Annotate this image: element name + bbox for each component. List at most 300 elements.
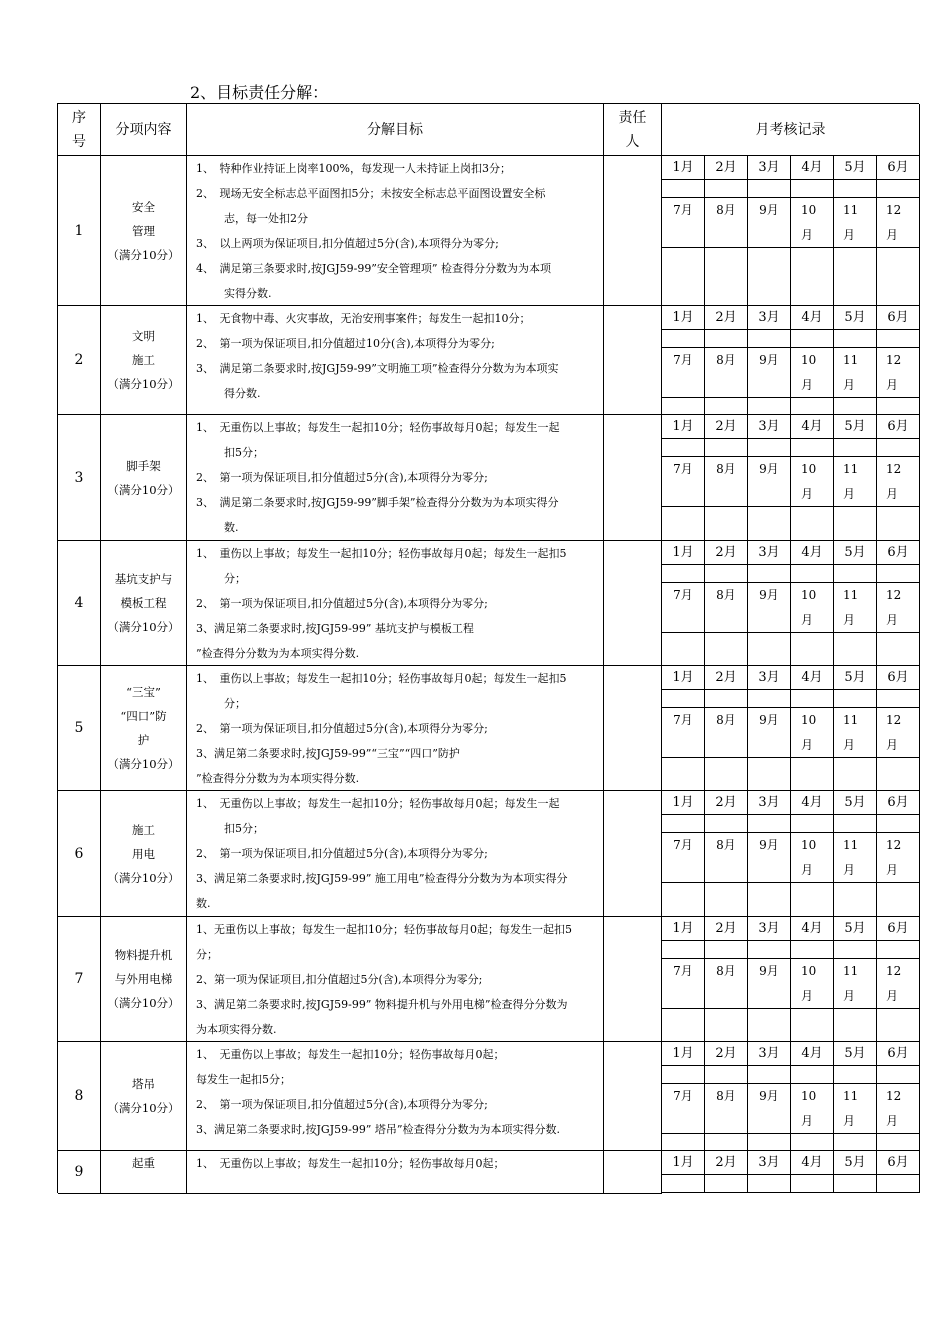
goal-line: ”检查得分分数为为本项实得分数.	[196, 647, 360, 660]
month-label: 6月	[887, 159, 909, 175]
month-label-cell	[877, 1151, 920, 1175]
score-cell	[877, 690, 920, 708]
score-cell	[877, 565, 920, 583]
month-label-number: 11	[843, 713, 859, 727]
month-label-number: 10	[801, 964, 817, 978]
goal-line: 2、 第一项为保证项目,扣分值超过5分(含),本项得分为零分;	[196, 471, 488, 484]
item-content	[101, 791, 187, 917]
month-label: 8月	[716, 203, 736, 217]
month-label-unit: 月	[843, 487, 856, 501]
month-label-cell	[791, 1151, 834, 1175]
month-label-unit: 月	[886, 1114, 899, 1128]
goal-line: 扣5分；	[224, 446, 264, 459]
score-cell	[834, 507, 877, 541]
score-cell	[705, 248, 748, 306]
score-cell	[705, 633, 748, 666]
month-label-cell	[877, 959, 920, 1009]
month-label-cell	[834, 583, 877, 633]
month-label: 9月	[759, 713, 779, 727]
month-label-number: 11	[843, 353, 859, 367]
month-label-cell	[748, 1042, 791, 1066]
responsible-person	[604, 306, 662, 415]
month-label-cell	[705, 1151, 748, 1175]
month-label-unit: 月	[801, 738, 814, 752]
month-label-cell	[705, 348, 748, 398]
month-label: 4月	[801, 1045, 823, 1061]
score-cell	[834, 941, 877, 959]
score-cell	[705, 883, 748, 917]
month-label-number: 11	[843, 462, 859, 476]
goal-line: 1、 重伤以上事故；每发生一起扣10分；轻伤事故每月0起；每发生一起扣5	[196, 672, 567, 685]
month-label: 4月	[801, 418, 823, 434]
month-label: 2月	[715, 544, 737, 560]
score-cell	[705, 1009, 748, 1042]
score-cell	[662, 565, 705, 583]
month-label-cell	[877, 541, 920, 565]
goal-text	[187, 791, 604, 917]
score-cell	[791, 1134, 834, 1151]
month-label-number: 12	[886, 462, 902, 476]
month-label-cell	[748, 708, 791, 758]
month-label: 3月	[758, 159, 780, 175]
month-label: 3月	[758, 920, 780, 936]
month-label-cell	[705, 917, 748, 941]
month-label: 4月	[801, 159, 823, 175]
month-label-unit: 月	[801, 1114, 814, 1128]
score-cell	[748, 883, 791, 917]
month-label-number: 12	[886, 964, 902, 978]
month-label-cell	[662, 306, 705, 330]
score-cell	[705, 1066, 748, 1084]
responsible-person	[604, 415, 662, 541]
month-label: 2月	[715, 1154, 737, 1170]
month-label: 5月	[844, 309, 866, 325]
score-cell	[877, 883, 920, 917]
score-cell	[791, 1009, 834, 1042]
score-cell	[748, 180, 791, 198]
item-content-line: 物料提升机	[114, 948, 173, 962]
score-cell	[748, 758, 791, 791]
month-label: 2月	[715, 309, 737, 325]
row-number-value: 1	[74, 222, 84, 239]
score-cell	[877, 180, 920, 198]
header-item-label: 分项内容	[115, 121, 172, 138]
month-label: 6月	[887, 309, 909, 325]
score-cell	[748, 1175, 791, 1193]
score-cell	[662, 330, 705, 348]
month-label-unit: 月	[843, 863, 856, 877]
month-label-unit: 月	[843, 613, 856, 627]
month-label-cell	[877, 833, 920, 883]
item-content-line: （满分10分）	[107, 620, 180, 634]
month-label: 5月	[844, 1154, 866, 1170]
month-label-cell	[662, 415, 705, 439]
month-label-number: 11	[843, 838, 859, 852]
item-content-line: 安全	[131, 199, 155, 214]
month-label-unit: 月	[843, 378, 856, 392]
goal-line: 分；	[196, 948, 218, 961]
month-label: 5月	[844, 669, 866, 685]
score-cell	[877, 941, 920, 959]
goal-line: 1、 无重伤以上事故；每发生一起扣10分；轻伤事故每月0起；每发生一起	[196, 421, 560, 434]
month-label-cell	[705, 959, 748, 1009]
month-label-number: 10	[801, 353, 817, 367]
month-label-unit: 月	[801, 487, 814, 501]
month-label-cell	[834, 348, 877, 398]
month-label-cell	[705, 1084, 748, 1134]
header-person-line1: 责任	[618, 109, 647, 126]
month-label-number: 11	[843, 1089, 859, 1103]
month-label: 9月	[759, 462, 779, 476]
month-label: 4月	[801, 544, 823, 560]
month-label-cell	[877, 348, 920, 398]
score-cell	[834, 883, 877, 917]
month-label-cell	[877, 917, 920, 941]
goal-line: 3、满足第二条要求时,按JGJ59-99” 施工用电”检查得分分数为为本项实得分	[196, 872, 568, 885]
responsible-person	[604, 791, 662, 917]
month-label-cell	[705, 156, 748, 180]
responsible-person	[604, 1042, 662, 1151]
goal-line: 为本项实得分数.	[196, 1023, 277, 1036]
month-label: 6月	[887, 920, 909, 936]
row-number	[58, 791, 101, 917]
item-content-line: 用电	[131, 846, 155, 861]
month-label-cell	[791, 198, 834, 248]
score-cell	[791, 941, 834, 959]
month-label-cell	[662, 156, 705, 180]
month-label-unit: 月	[801, 989, 814, 1003]
month-label-cell	[705, 198, 748, 248]
month-label-number: 10	[801, 838, 817, 852]
month-label-cell	[662, 541, 705, 565]
month-label-cell	[705, 415, 748, 439]
month-label-cell	[705, 457, 748, 507]
score-cell	[877, 1066, 920, 1084]
score-cell	[705, 941, 748, 959]
score-cell	[834, 330, 877, 348]
month-label: 4月	[801, 1154, 823, 1170]
month-label-unit: 月	[801, 613, 814, 627]
month-label-cell	[791, 917, 834, 941]
score-cell	[705, 507, 748, 541]
score-cell	[662, 398, 705, 415]
goal-line: 得分数.	[224, 387, 261, 400]
goal-line: 1、 无重伤以上事故；每发生一起扣10分；轻伤事故每月0起；	[196, 1157, 505, 1170]
month-label: 5月	[844, 1045, 866, 1061]
goal-text	[187, 666, 604, 791]
score-cell	[705, 180, 748, 198]
month-label: 7月	[673, 713, 693, 727]
month-label: 4月	[801, 920, 823, 936]
month-label: 7月	[673, 1089, 693, 1103]
month-label-cell	[877, 791, 920, 815]
score-cell	[791, 883, 834, 917]
month-label-cell	[748, 415, 791, 439]
score-cell	[791, 398, 834, 415]
item-content-line: “三宝”	[126, 685, 161, 699]
month-label-cell	[791, 959, 834, 1009]
month-label-cell	[834, 833, 877, 883]
month-label: 8月	[716, 353, 736, 367]
month-label: 1月	[672, 1045, 694, 1061]
month-label-cell	[705, 833, 748, 883]
goal-text	[187, 306, 604, 415]
month-label: 6月	[887, 544, 909, 560]
score-cell	[791, 330, 834, 348]
month-label-cell	[748, 156, 791, 180]
row-number-value: 2	[74, 352, 84, 368]
score-cell	[791, 180, 834, 198]
item-content-line: 塔吊	[131, 1077, 155, 1091]
month-label: 8月	[716, 588, 736, 602]
month-label-cell	[791, 833, 834, 883]
score-cell	[834, 1009, 877, 1042]
score-cell	[662, 1066, 705, 1084]
month-label-unit: 月	[886, 989, 899, 1003]
month-label-cell	[662, 666, 705, 690]
score-cell	[877, 1175, 920, 1193]
month-label: 9月	[759, 203, 779, 217]
goal-line: 3、满足第二条要求时,按JGJ59-99” 基坑支护与模板工程	[196, 622, 474, 635]
score-cell	[791, 565, 834, 583]
goal-line: 2、 第一项为保证项目,扣分值超过5分(含),本项得分为零分;	[196, 597, 488, 610]
score-cell	[705, 398, 748, 415]
month-label-number: 12	[886, 713, 902, 727]
month-label: 3月	[758, 794, 780, 810]
item-content-line: 与外用电梯	[114, 972, 173, 986]
month-label-number: 10	[801, 462, 817, 476]
item-content	[101, 1151, 187, 1194]
score-cell	[834, 439, 877, 457]
month-label-cell	[705, 666, 748, 690]
score-cell	[748, 565, 791, 583]
month-label: 9月	[759, 838, 779, 852]
score-cell	[748, 507, 791, 541]
score-cell	[662, 883, 705, 917]
score-cell	[791, 248, 834, 306]
month-label-cell	[662, 833, 705, 883]
score-cell	[834, 248, 877, 306]
month-label-unit: 月	[843, 989, 856, 1003]
month-label-cell	[748, 959, 791, 1009]
month-label: 6月	[887, 794, 909, 810]
month-label-cell	[877, 415, 920, 439]
score-cell	[791, 1175, 834, 1193]
month-label-cell	[748, 666, 791, 690]
month-label-cell	[791, 1084, 834, 1134]
month-label: 9月	[759, 588, 779, 602]
month-label-number: 11	[843, 588, 859, 602]
month-label-unit: 月	[886, 613, 899, 627]
month-label: 7月	[673, 353, 693, 367]
month-label-cell	[834, 917, 877, 941]
score-cell	[662, 633, 705, 666]
month-label-unit: 月	[886, 378, 899, 392]
month-label: 7月	[673, 838, 693, 852]
header-goal-label: 分解目标	[367, 121, 423, 138]
goal-line: 2、 现场无安全标志总平面图扣5分；未按安全标志总平面图设置安全标	[196, 187, 546, 200]
score-cell	[662, 758, 705, 791]
month-label-cell	[791, 708, 834, 758]
month-label-unit: 月	[843, 1114, 856, 1128]
month-label-unit: 月	[801, 228, 814, 242]
score-cell	[834, 1066, 877, 1084]
goal-text	[187, 1151, 604, 1194]
month-label-cell	[662, 1084, 705, 1134]
goal-text	[187, 156, 604, 306]
goal-line: 4、 满足第三条要求时,按JGJ59-99”安全管理项” 检查得分分数为为本项	[196, 262, 552, 275]
item-content-line: （满分10分）	[107, 870, 180, 885]
score-cell	[705, 815, 748, 833]
month-label-cell	[662, 1151, 705, 1175]
month-label-cell	[748, 833, 791, 883]
month-label: 1月	[672, 544, 694, 560]
month-label-number: 10	[801, 203, 817, 217]
item-content-line: 起重	[132, 1156, 155, 1170]
score-cell	[877, 633, 920, 666]
month-label-cell	[662, 708, 705, 758]
row-number	[58, 1042, 101, 1151]
goal-text	[187, 541, 604, 666]
month-label-number: 12	[886, 1089, 902, 1103]
item-content	[101, 541, 187, 666]
month-label-cell	[748, 1084, 791, 1134]
month-label-number: 12	[886, 838, 902, 852]
item-content	[101, 917, 187, 1042]
month-label-cell	[834, 666, 877, 690]
month-label: 9月	[759, 1089, 779, 1103]
month-label-cell	[834, 306, 877, 330]
score-cell	[705, 758, 748, 791]
month-label-cell	[662, 348, 705, 398]
month-label-cell	[834, 708, 877, 758]
month-label: 4月	[801, 794, 823, 810]
month-label-cell	[791, 306, 834, 330]
item-content	[101, 415, 187, 541]
month-label-unit: 月	[843, 228, 856, 242]
month-label-cell	[662, 791, 705, 815]
goal-line: 1、 无食物中毒、火灾事故，无治安刑事案件；每发生一起扣10分；	[196, 312, 531, 325]
item-content-line: 脚手架	[126, 458, 161, 473]
goal-text	[187, 1042, 604, 1151]
month-label: 5月	[844, 920, 866, 936]
item-content-line: （满分10分）	[107, 1101, 180, 1115]
goal-line: 分；	[224, 697, 246, 710]
month-label: 1月	[672, 794, 694, 810]
score-cell	[705, 690, 748, 708]
score-cell	[877, 1134, 920, 1151]
month-label: 1月	[672, 418, 694, 434]
score-cell	[705, 1175, 748, 1193]
month-label-cell	[877, 198, 920, 248]
score-cell	[705, 439, 748, 457]
goal-line: 扣5分；	[224, 822, 264, 835]
item-content-line: 施工	[131, 822, 155, 837]
month-label: 6月	[887, 1154, 909, 1170]
month-label-unit: 月	[843, 738, 856, 752]
score-cell	[748, 941, 791, 959]
month-label-cell	[705, 791, 748, 815]
goal-text	[187, 415, 604, 541]
month-label-cell	[662, 198, 705, 248]
month-label-cell	[877, 306, 920, 330]
score-cell	[748, 398, 791, 415]
item-content-line: （满分10分）	[107, 247, 180, 262]
score-cell	[834, 180, 877, 198]
score-cell	[705, 330, 748, 348]
month-label: 4月	[801, 309, 823, 325]
score-cell	[705, 1134, 748, 1151]
month-label-cell	[791, 156, 834, 180]
month-label-cell	[791, 583, 834, 633]
score-cell	[791, 758, 834, 791]
month-label: 2月	[715, 159, 737, 175]
score-cell	[705, 565, 748, 583]
score-cell	[877, 758, 920, 791]
goal-line: 3、 满足第二条要求时,按JGJ59-99”文明施工项”检查得分分数为为本项实	[196, 362, 559, 375]
score-cell	[662, 815, 705, 833]
month-label-unit: 月	[886, 487, 899, 501]
row-number-value: 4	[74, 595, 84, 611]
month-label-number: 10	[801, 713, 817, 727]
goal-line: 数.	[224, 521, 239, 534]
month-label: 3月	[758, 669, 780, 685]
month-label: 2月	[715, 920, 737, 936]
month-label-cell	[834, 1151, 877, 1175]
month-label-cell	[791, 666, 834, 690]
month-label-cell	[791, 348, 834, 398]
month-label-cell	[705, 708, 748, 758]
month-label: 5月	[844, 544, 866, 560]
month-label-cell	[748, 457, 791, 507]
header-seq-line2: 号	[72, 133, 86, 150]
score-cell	[791, 507, 834, 541]
month-label: 6月	[887, 418, 909, 434]
month-label-cell	[834, 1084, 877, 1134]
month-label-cell	[705, 1042, 748, 1066]
section-title: 2、目标责任分解：	[190, 83, 329, 102]
score-cell	[877, 330, 920, 348]
goal-line: 2、 第一项为保证项目,扣分值超过5分(含),本项得分为零分;	[196, 847, 488, 860]
month-label-unit: 月	[801, 863, 814, 877]
item-content	[101, 156, 187, 306]
score-cell	[662, 507, 705, 541]
month-label-cell	[791, 541, 834, 565]
month-label: 5月	[844, 418, 866, 434]
header-item	[101, 104, 187, 156]
row-number-value: 5	[74, 720, 84, 736]
month-label-cell	[748, 306, 791, 330]
row-number-value: 7	[74, 971, 84, 987]
month-label: 7月	[673, 588, 693, 602]
row-number	[58, 917, 101, 1042]
goal-line: 2、第一项为保证项目,扣分值超过5分(含),本项得分为零分;	[196, 973, 483, 986]
month-label-cell	[705, 541, 748, 565]
month-label-cell	[791, 1042, 834, 1066]
score-cell	[748, 439, 791, 457]
item-content-line: 模板工程	[120, 596, 167, 610]
month-label-cell	[662, 457, 705, 507]
score-cell	[877, 815, 920, 833]
row-number	[58, 156, 101, 306]
score-cell	[791, 1066, 834, 1084]
month-label: 5月	[844, 159, 866, 175]
score-cell	[834, 815, 877, 833]
item-content-line: 护	[137, 733, 150, 747]
month-label: 7月	[673, 964, 693, 978]
goal-line: 3、满足第二条要求时,按JGJ59-99”“三宝”“四口”防护	[196, 747, 460, 760]
responsible-person	[604, 1151, 662, 1194]
